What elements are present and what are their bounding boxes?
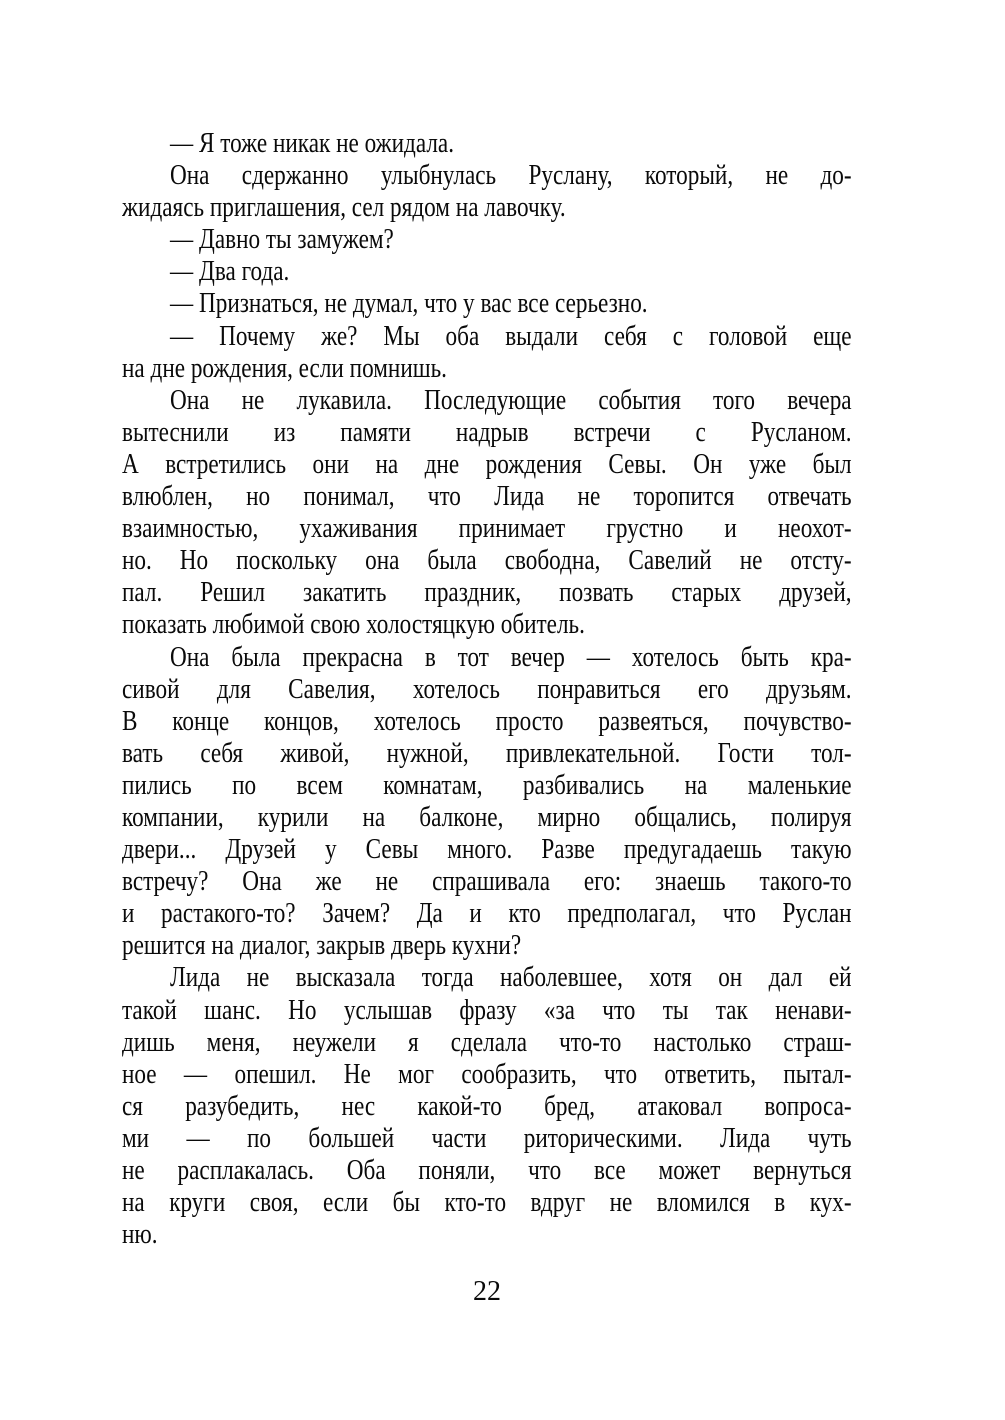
text-line: компании, курили на балконе, мирно общались, полируя: [122, 800, 852, 833]
text-line: сивой для Савелия, хотелось понравиться его друзьям.: [122, 672, 852, 705]
text-line: пал. Решил закатить праздник, позвать старых друзей,: [122, 576, 852, 609]
text-line: и растакого-то? Зачем? Да и кто предполагал, что Руслан: [122, 897, 852, 930]
text-line: решится на диалог, закрыв дверь кухни?: [122, 929, 522, 962]
text-line: ми — по большей части риторическими. Лида чуть: [122, 1121, 852, 1154]
text-line: — Я тоже никак не ожидала.: [170, 127, 455, 159]
text-line: В конце концов, хотелось просто развеяться, почувство-: [122, 704, 852, 737]
text-line: но. Но поскольку она была свободна, Савелий не отсту-: [122, 544, 852, 577]
text-line: жидаясь приглашения, сел рядом на лавочку.: [122, 191, 566, 224]
text-line: встречу? Она же не спрашивала его: знаешь такого-то: [122, 865, 852, 898]
text-line: ное — опешил. Не мог сообразить, что ответить, пытал-: [122, 1057, 852, 1090]
text-line: взаимностью, ухаживания принимает грустно и неохот-: [122, 512, 852, 545]
text-line: влюблен, но понимал, что Лида не торопится отвечать: [122, 480, 852, 513]
text-line: показать любимой свою холостяцкую обитель.: [122, 608, 585, 641]
text-line: вытеснили из памяти надрыв встречи с Русланом.: [122, 415, 852, 448]
text-line: — Почему же? Мы оба выдали себя с головой еще: [170, 319, 852, 352]
text-line: — Два года.: [170, 255, 290, 288]
text-line: А встретились они на дне рождения Севы. Он уже был: [122, 447, 852, 480]
text-line: Она не лукавила. Последующие события того вечера: [170, 383, 852, 416]
text-line: на дне рождения, если помнишь.: [122, 351, 447, 384]
text-line: пились по всем комнатам, разбивались на маленькие: [122, 768, 852, 801]
text-line: Она была прекрасна в тот вечер — хотелось быть кра-: [170, 640, 852, 673]
text-line: ся разубедить, нес какой-то бред, атаковал вопроса-: [122, 1089, 852, 1122]
text-line: такой шанс. Но услышав фразу «за что ты так ненави-: [122, 993, 852, 1026]
text-line: — Признаться, не думал, что у вас все серьезно.: [170, 287, 648, 320]
text-line: вать себя живой, нужной, привлекательной. Гости тол-: [122, 736, 852, 769]
text-column: [122, 127, 852, 1250]
text-line: Лида не высказала тогда наболевшее, хотя он дал ей: [170, 961, 852, 994]
text-line: — Давно ты замужем?: [170, 223, 394, 256]
text-line: Она сдержанно улыбнулась Руслану, который, не до-: [170, 159, 852, 192]
text-line: двери... Друзей у Севы много. Разве предугадаешь такую: [122, 833, 852, 866]
page-number: 22: [473, 1276, 501, 1307]
text-line: дишь меня, неужели я сделала что-то настолько страш-: [122, 1025, 852, 1058]
text-line: ню.: [122, 1218, 158, 1251]
text-line: не расплакалась. Оба поняли, что все может вернуться: [122, 1154, 852, 1186]
text-line: на круги своя, если бы кто-то вдруг не вломился в кух-: [122, 1186, 852, 1219]
